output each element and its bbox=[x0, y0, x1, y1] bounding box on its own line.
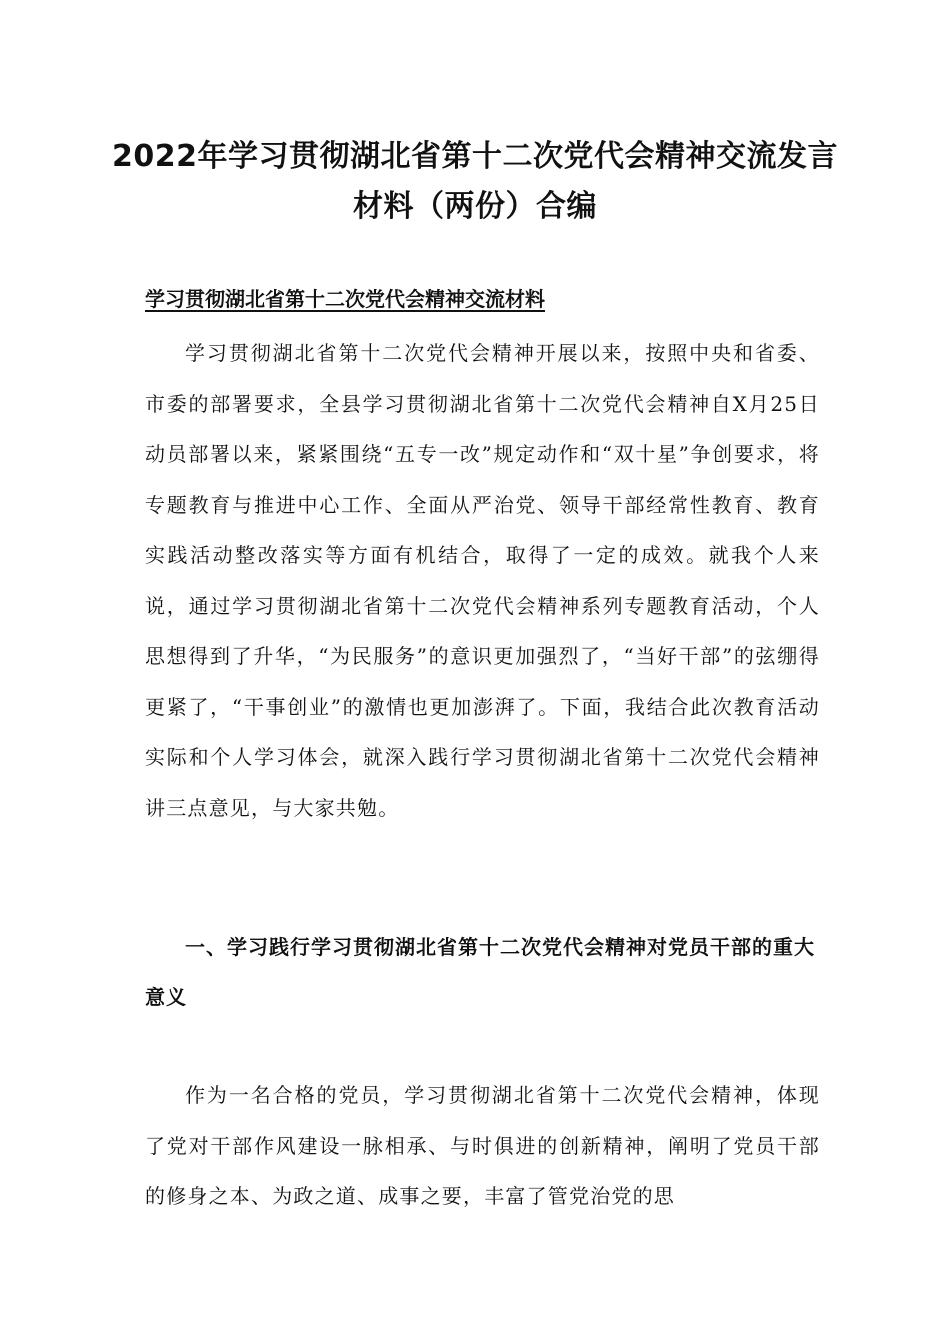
body-paragraph-1: 学习贯彻湖北省第十二次党代会精神开展以来，按照中央和省委、市委的部署要求，全县学习贯彻湖北省第十二次党代会精神自X月25日动员部署以来，紧紧围绕“五专一改”规定动作和“双十星”争创要求，将专题教育与推进中心工作、全面从严治党、领导干部经常性教育、教育实践活动整改落实等方面有机结合，取得了一定的成效。就我个人来说，通过学习贯彻湖北省第十二次党代会精神系列专题教育活动，个人思想得到了升华，“为民服务”的意识更加强烈了，“当好干部”的弦绷得更紧了，“干事创业”的激情也更加澎湃了。下面，我结合此次教育活动实际和个人学习体会，就深入践行学习贯彻湖北省第十二次党代会精神讲三点意见，与大家共勉。 bbox=[145, 341, 820, 820]
document-title: 2022年学习贯彻湖北省第十二次党代会精神交流发言材料（两份）合编 bbox=[112, 139, 838, 224]
body-paragraph-2: 作为一名合格的党员，学习贯彻湖北省第十二次党代会精神，体现了党对干部作风建设一脉相承、与时俱进的创新精神，阐明了党员干部的修身之本、为政之道、成事之要，丰富了管党治党的思 bbox=[145, 1083, 820, 1208]
sub-heading-1: 一、学习践行学习贯彻湖北省第十二次党代会精神对党员干部的重大意义 bbox=[145, 935, 815, 1009]
section-heading: 学习贯彻湖北省第十二次党代会精神交流材料 bbox=[145, 287, 545, 311]
